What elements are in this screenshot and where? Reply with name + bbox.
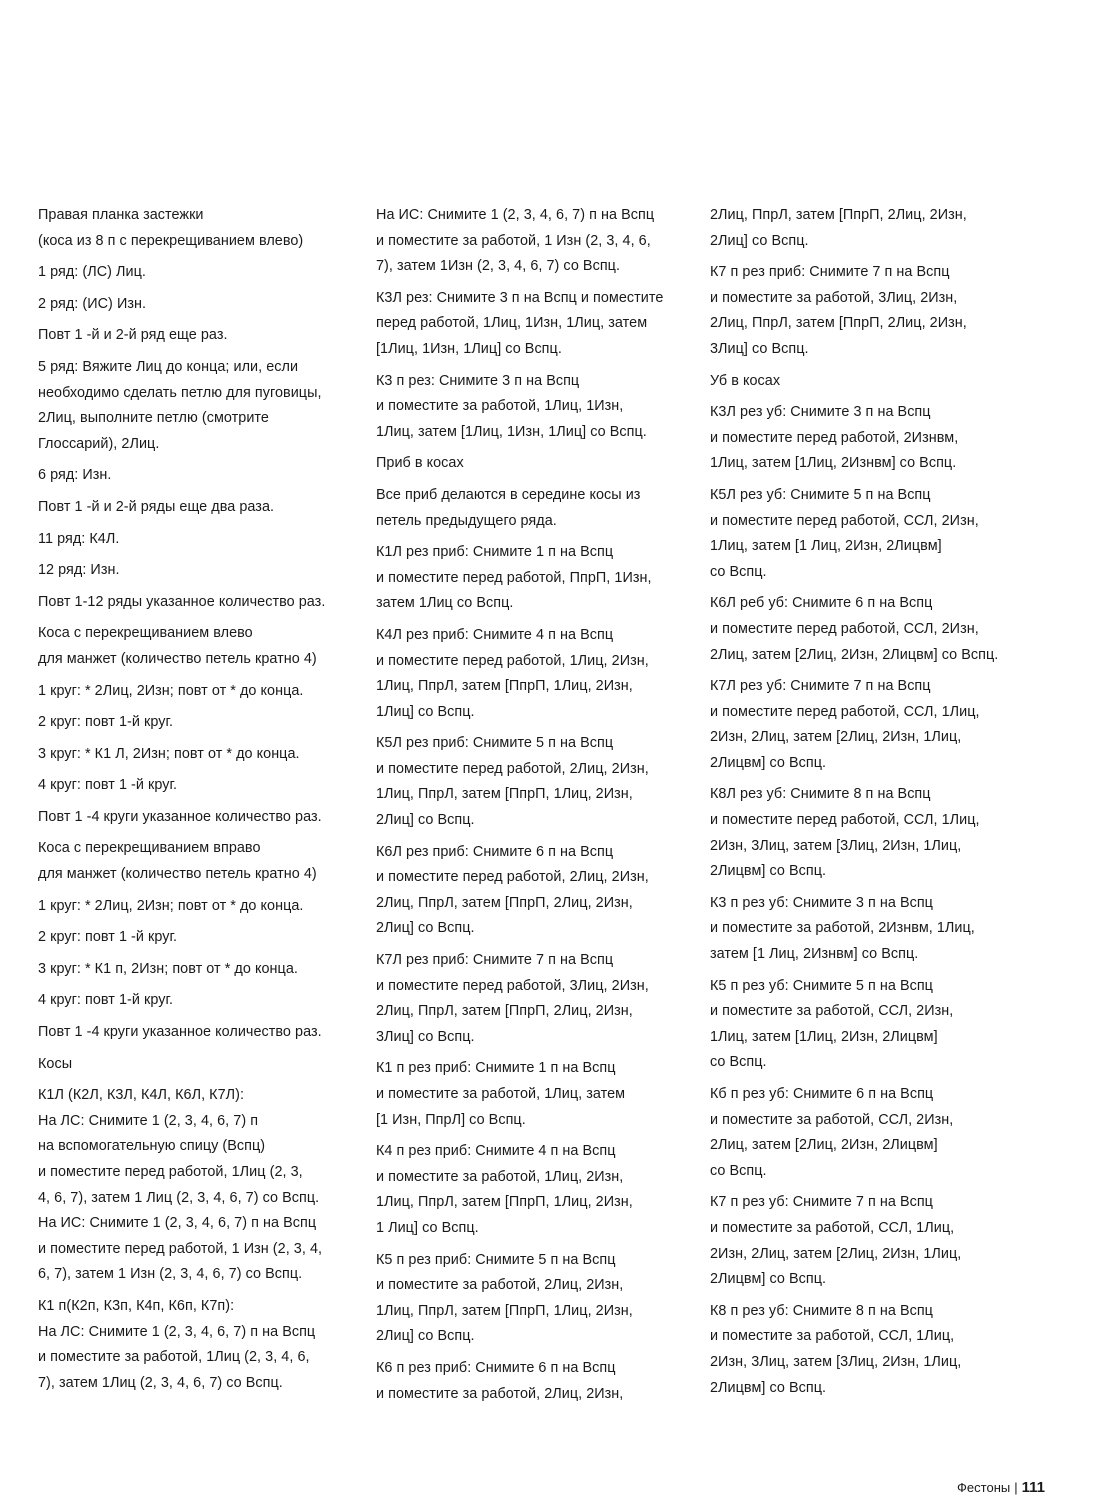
footer-section-title: Фестоны (957, 1480, 1011, 1495)
paragraph: 1 круг: * 2Лиц, 2Изн; повт от * до конца. (38, 682, 304, 699)
text-column-3 (710, 203, 1050, 1407)
paragraph: К6Л реб уб: Снимите 6 п на Вспц и поместите перед работой, ССЛ, 2Изн, 2Лиц, затем [2Лиц, 2Изн, 2Лицвм] со Вспц. (710, 595, 999, 663)
paragraph: Косы (38, 1055, 73, 1072)
paragraph: К7 п рез приб: Снимите 7 п на Вспц и поместите за работой, 3Лиц, 2Изн, 2Лиц, ПпрЛ, затем [ПпрП, 2Лиц, 2Изн, 3Лиц] со Вспц. (710, 264, 967, 357)
paragraph: К1 п рез приб: Снимите 1 п на Вспц и поместите за работой, 1Лиц, затем [1 Изн, ПпрЛ] со Вспц. (376, 1060, 626, 1128)
paragraph: Повт 1 -4 круги указанное количество раз. (38, 808, 322, 825)
paragraph: 6 ряд: Изн. (38, 467, 112, 484)
paragraph: 4 круг: повт 1-й круг. (38, 992, 174, 1009)
paragraph: Кб п рез уб: Снимите 6 п на Вспц и поместите за работой, ССЛ, 2Изн, 2Лиц, затем [2Лиц, 2Изн, 2Лицвм] со Вспц. (710, 1086, 954, 1179)
paragraph: На ИС: Снимите 1 (2, 3, 4, 6, 7) п на Вспц и поместите за работой, 1 Изн (2, 3, 4, 6, 7), затем 1Изн (2, 3, 4, 6, 7) со Вспц. (376, 207, 655, 275)
paragraph: 12 ряд: Изн. (38, 562, 120, 579)
paragraph: 2 круг: повт 1 -й круг. (38, 929, 178, 946)
paragraph: Повт 1-12 ряды указанное количество раз. (38, 593, 326, 610)
paragraph: Повт 1 -4 круги указанное количество раз. (38, 1024, 322, 1041)
paragraph: 2Лиц, ПпрЛ, затем [ПпрП, 2Лиц, 2Изн, 2Лиц] со Вспц. (710, 207, 967, 249)
paragraph: К7Л рез приб: Снимите 7 п на Вспц и поместите перед работой, 3Лиц, 2Изн, 2Лиц, ПпрЛ, затем [ПпрП, 2Лиц, 2Изн, 3Лиц] со Вспц. (376, 952, 649, 1045)
paragraph: Коса с перекрещиванием вправо для манжет (количество петель кратно 4) (38, 840, 317, 883)
paragraph: Приб в косах (376, 455, 464, 472)
paragraph: 2 ряд: (ИС) Изн. (38, 295, 147, 312)
paragraph: К3 п рез: Снимите 3 п на Вспц и поместите за работой, 1Лиц, 1Изн, 1Лиц, затем [1Лиц, 1Изн, 1Лиц] со Вспц. (376, 372, 647, 440)
paragraph: К1Л (К2Л, К3Л, К4Л, К6Л, К7Л): На ЛС: Снимите 1 (2, 3, 4, 6, 7) п на вспомогательную спицу (Вспц) и поместите перед работой, 1Лиц (2, 3, 4, 6, 7), затем 1 Лиц (2, 3, 4, 6, 7) со Вспц. На ИС: Снимите 1 (2, 3, 4, 6, 7) п на Вспц и поместите перед работой, 1 Изн (2, 3, 4, 6, 7), затем 1 Изн (2, 3, 4, 6, 7) со Вспц. (38, 1087, 323, 1283)
paragraph: 1 ряд: (ЛС) Лиц. (38, 264, 146, 281)
paragraph: К1 п(К2п, К3п, К4п, К6п, К7п): На ЛС: Снимите 1 (2, 3, 4, 6, 7) п на Вспц и поместите за работой, 1Лиц (2, 3, 4, 6, 7), затем 1Лиц (2, 3, 4, 6, 7) со Вспц. (38, 1297, 316, 1391)
paragraph: К5Л рез уб: Снимите 5 п на Вспц и поместите перед работой, ССЛ, 2Изн, 1Лиц, затем [1 Лиц, 2Изн, 2Лицвм] со Вспц. (710, 486, 979, 580)
paragraph: Все приб делаются в середине косы из петель предыдущего ряда. (376, 486, 641, 529)
paragraph: К8Л рез уб: Снимите 8 п на Вспц и поместите перед работой, ССЛ, 1Лиц, 2Изн, 3Лиц, затем [3Лиц, 2Изн, 1Лиц, 2Лицвм] со Вспц. (710, 786, 980, 880)
page-number: 111 (1021, 1479, 1045, 1496)
paragraph: 3 круг: * К1 Л, 2Изн; повт от * до конца. (38, 745, 300, 762)
paragraph: Уб в косах (710, 372, 781, 389)
paragraph: 3 круг: * К1 п, 2Изн; повт от * до конца. (38, 960, 298, 977)
paragraph: 5 ряд: Вяжите Лиц до конца; или, если необходимо сделать петлю для пуговицы, 2Лиц, выполните петлю (смотрите Глоссарий), 2Лиц. (38, 358, 322, 452)
paragraph: К7 п рез уб: Снимите 7 п на Вспц и поместите за работой, ССЛ, 1Лиц, 2Изн, 2Лиц, затем [2Лиц, 2Изн, 1Лиц, 2Лицвм] со Вспц. (710, 1194, 962, 1288)
paragraph: 2 круг: повт 1-й круг. (38, 714, 174, 731)
paragraph: 1 круг: * 2Лиц, 2Изн; повт от * до конца. (38, 897, 304, 914)
paragraph: 11 ряд: К4Л. (38, 530, 120, 547)
paragraph: Повт 1 -й и 2-й ряды еще два раза. (38, 498, 275, 515)
paragraph: К1Л рез приб: Снимите 1 п на Вспц и поместите перед работой, ПпрП, 1Изн, затем 1Лиц со Вспц. (376, 544, 652, 612)
footer-separator: | (1014, 1480, 1018, 1495)
paragraph: Коса с перекрещиванием влево для манжет (количество петель кратно 4) (38, 625, 317, 667)
paragraph: Повт 1 -й и 2-й ряд еще раз. (38, 327, 228, 344)
paragraph: К3 п рез уб: Снимите 3 п на Вспц и поместите за работой, 2Изнвм, 1Лиц, затем [1 Лиц, 2Изнвм] со Вспц. (710, 894, 975, 963)
paragraph: К8 п рез уб: Снимите 8 п на Вспц и поместите за работой, ССЛ, 1Лиц, 2Изн, 3Лиц, затем [3Лиц, 2Изн, 1Лиц, 2Лицвм] со Вспц. (710, 1302, 962, 1396)
text-column-1 (38, 203, 358, 1402)
paragraph: К3Л рез: Снимите 3 п на Вспц и поместите перед работой, 1Лиц, 1Изн, 1Лиц, затем [1Лиц, 1Изн, 1Лиц] со Вспц. (376, 289, 664, 357)
page-footer (957, 1479, 1045, 1496)
paragraph: Правая планка застежки (коса из 8 п с перекрещиванием влево) (38, 207, 304, 249)
paragraph: К5Л рез приб: Снимите 5 п на Вспц и поместите перед работой, 2Лиц, 2Изн, 1Лиц, ПпрЛ, затем [ПпрП, 1Лиц, 2Изн, 2Лиц] со Вспц. (376, 735, 649, 829)
text-column-2 (376, 203, 696, 1413)
paragraph: К6Л рез приб: Снимите 6 п на Вспц и поместите перед работой, 2Лиц, 2Изн, 2Лиц, ПпрЛ, затем [ПпрП, 2Лиц, 2Изн, 2Лиц] со Вспц. (376, 843, 649, 937)
paragraph: К6 п рез приб: Снимите 6 п на Вспц и поместите за работой, 2Лиц, 2Изн, (376, 1359, 624, 1402)
paragraph: К5 п рез уб: Снимите 5 п на Вспц и поместите за работой, ССЛ, 2Изн, 1Лиц, затем [1Лиц, 2Изн, 2Лицвм] со Вспц. (710, 977, 954, 1071)
paragraph: К3Л рез уб: Снимите 3 п на Вспц и поместите перед работой, 2Изнвм, 1Лиц, затем [1Лиц, 2Изнвм] со Вспц. (710, 404, 959, 472)
paragraph: К5 п рез приб: Снимите 5 п на Вспц и поместите за работой, 2Лиц, 2Изн, 1Лиц, ПпрЛ, затем [ПпрП, 1Лиц, 2Изн, 2Лиц] со Вспц. (376, 1251, 633, 1345)
paragraph: К4Л рез приб: Снимите 4 п на Вспц и поместите перед работой, 1Лиц, 2Изн, 1Лиц, ПпрЛ, затем [ПпрП, 1Лиц, 2Изн, 1Лиц] со Вспц. (376, 626, 649, 720)
paragraph: 4 круг: повт 1 -й круг. (38, 777, 178, 794)
paragraph: К7Л рез уб: Снимите 7 п на Вспц и поместите перед работой, ССЛ, 1Лиц, 2Изн, 2Лиц, затем [2Лиц, 2Изн, 1Лиц, 2Лицвм] со Вспц. (710, 678, 980, 771)
paragraph: К4 п рез приб: Снимите 4 п на Вспц и поместите за работой, 1Лиц, 2Изн, 1Лиц, ПпрЛ, затем [ПпрП, 1Лиц, 2Изн, 1 Лиц] со Вспц. (376, 1143, 633, 1236)
